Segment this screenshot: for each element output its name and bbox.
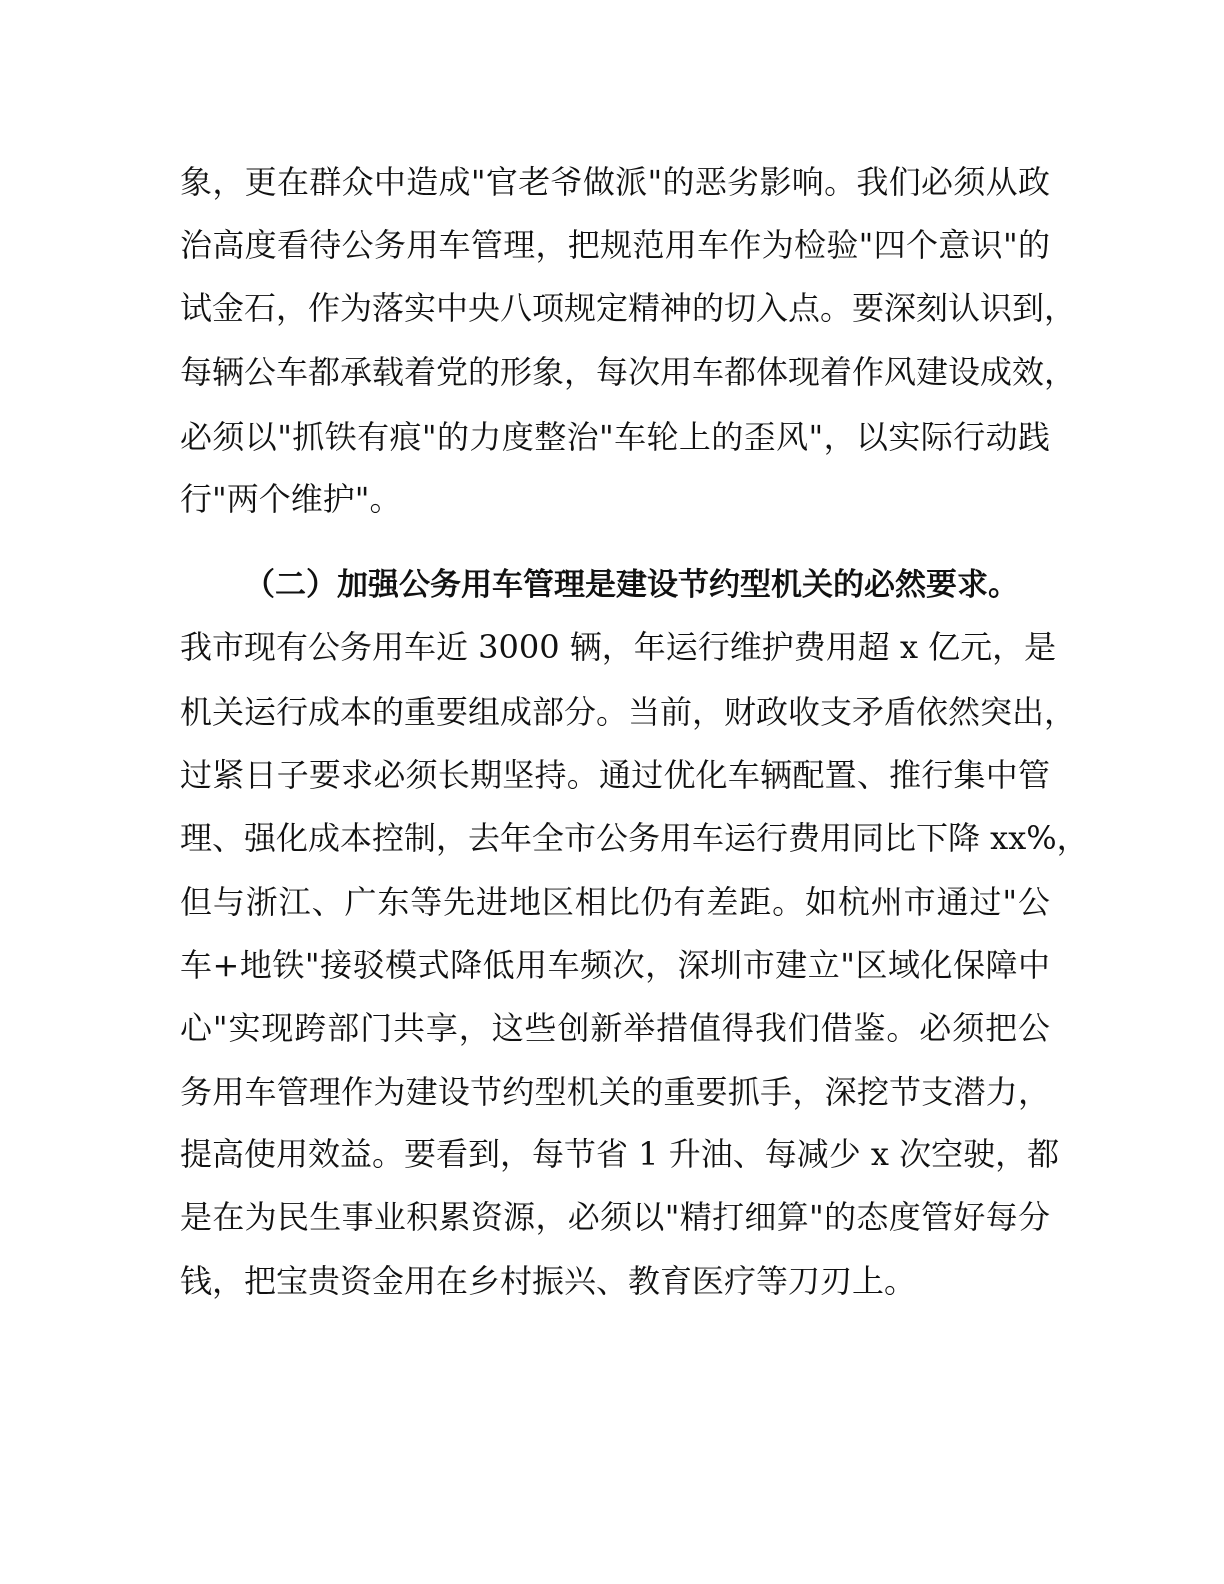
- paragraph-1-line-6: 行"两个维护"。: [180, 480, 402, 518]
- section-heading-2: （二）加强公务用车管理是建设节约型机关的必然要求。: [244, 567, 1019, 603]
- paragraph-1-line-3: 试金石，作为落实中央八项规定精神的切入点。要深刻认识到，: [180, 289, 1077, 327]
- paragraph-2-line-5: 但与浙江、广东等先进地区相比仍有差距。如杭州市通过"公: [180, 883, 1050, 921]
- paragraph-2-line-1: 我市现有公务用车近 3000 辆，年运行维护费用超 x 亿元，是: [180, 628, 1057, 666]
- paragraph-2-line-8: 务用车管理作为建设节约型机关的重要抓手，深挖节支潜力，: [180, 1073, 1050, 1111]
- paragraph-2-line-6: 车+地铁"接驳模式降低用车频次，深圳市建立"区域化保障中: [180, 946, 1050, 984]
- paragraph-2-line-2: 机关运行成本的重要组成部分。当前，财政收支矛盾依然突出，: [180, 693, 1077, 731]
- paragraph-2-line-3: 过紧日子要求必须长期坚持。通过优化车辆配置、推行集中管: [180, 756, 1050, 794]
- paragraph-2-line-4: 理、强化成本控制，去年全市公务用车运行费用同比下降 xx%，: [180, 819, 1089, 857]
- paragraph-2-line-9: 提高使用效益。要看到，每节省 1 升油、每减少 x 次空驶，都: [180, 1135, 1060, 1173]
- paragraph-1-line-2: 治高度看待公务用车管理，把规范用车作为检验"四个意识"的: [180, 226, 1050, 264]
- paragraph-1-line-5: 必须以"抓铁有痕"的力度整治"车轮上的歪风"，以实际行动践: [180, 418, 1050, 456]
- paragraph-1-line-4: 每辆公车都承载着党的形象，每次用车都体现着作风建设成效，: [180, 353, 1077, 391]
- paragraph-1-line-1: 象，更在群众中造成"官老爷做派"的恶劣影响。我们必须从政: [180, 163, 1050, 201]
- paragraph-2-line-10: 是在为民生事业积累资源，必须以"精打细算"的态度管好每分: [180, 1198, 1050, 1236]
- paragraph-2-line-11: 钱，把宝贵资金用在乡村振兴、教育医疗等刀刃上。: [180, 1262, 917, 1300]
- paragraph-2-line-7: 心"实现跨部门共享，这些创新举措值得我们借鉴。必须把公: [180, 1009, 1050, 1047]
